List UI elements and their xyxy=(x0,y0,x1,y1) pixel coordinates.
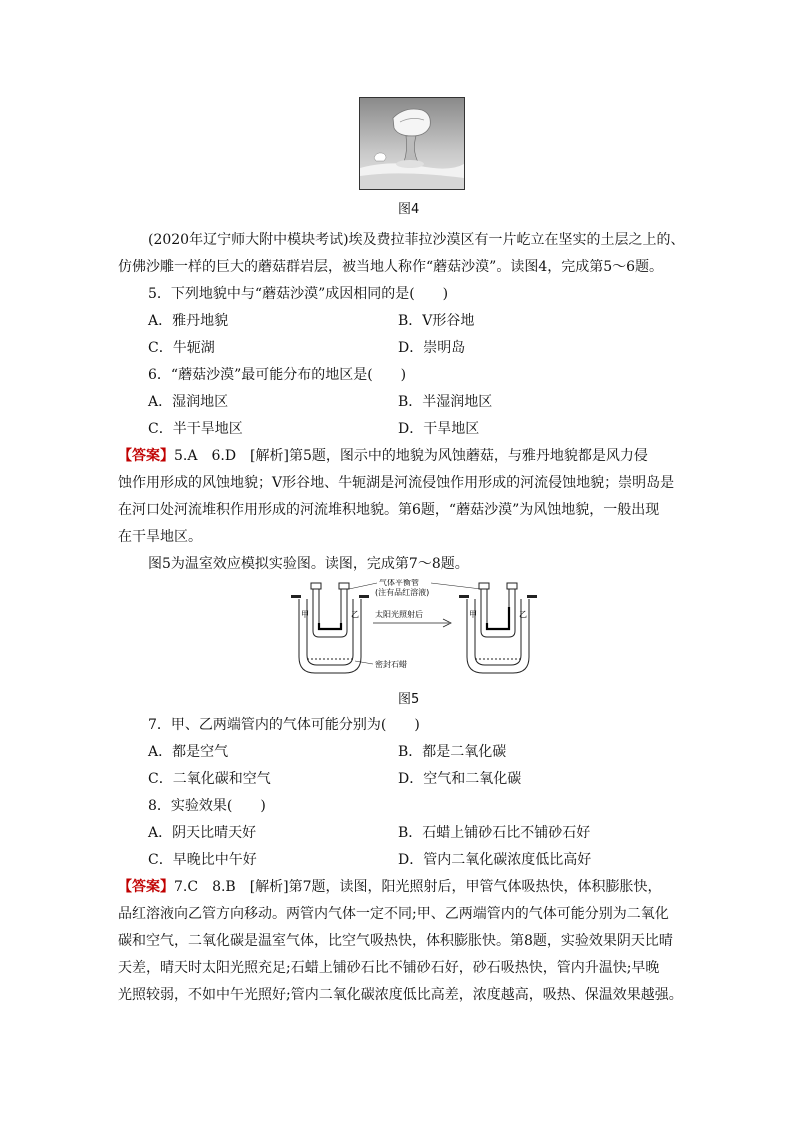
intro-line-2: 仿佛沙雕一样的巨大的蘑菇群岩层，被当地人称作“蘑菇沙漠”。读图4，完成第5～6题。 xyxy=(118,259,664,275)
answer-2-line-1 xyxy=(118,878,662,896)
greenhouse-experiment-diagram xyxy=(271,579,571,679)
question-8-option-d: D．管内二氧化碳浓度低比高好 xyxy=(398,852,592,868)
label-yi-left: 乙 xyxy=(351,610,359,619)
question-5-option-b: B．V形谷地 xyxy=(398,313,475,329)
answer-1-line-2: 蚀作用形成的风蚀地貌；V形谷地、牛轭湖是河流侵蚀作用形成的河流侵蚀地貌；崇明岛是 xyxy=(118,475,675,491)
answer-2-line-5: 光照较弱，不如中午光照好;管内二氧化碳浓度低比高差，浓度越高，吸热、保温效果越强。 xyxy=(118,987,683,1003)
mushroom-rock-photo xyxy=(359,97,465,190)
question-8-stem: 8．实验效果( ) xyxy=(148,798,266,814)
question-6-option-d: D．干旱地区 xyxy=(398,421,480,437)
answer-1-line-4: 在干旱地区。 xyxy=(118,529,202,545)
label-liquid: (注有品红溶液) xyxy=(375,588,430,597)
label-jia-right: 甲 xyxy=(469,610,477,619)
answer-tag: 【答案】 xyxy=(118,448,174,464)
answer-2-text: 7.C 8.B [解析]第7题，读图，阳光照射后，甲管气体吸热快，体积膨胀快， xyxy=(174,879,662,895)
question-6-stem: 6．“蘑菇沙漠”最可能分布的地区是( ) xyxy=(148,367,407,383)
label-jia-left: 甲 xyxy=(301,610,309,619)
question-6-option-a: A．湿润地区 xyxy=(148,394,229,410)
answer-1-text: 5.A 6.D [解析]第5题，图示中的地貌为风蚀蘑菇，与雅丹地貌都是风力侵 xyxy=(174,448,648,464)
question-7-option-a: A．都是空气 xyxy=(148,744,229,760)
label-wax: 密封石蜡 xyxy=(375,660,407,669)
question-5-option-d: D．崇明岛 xyxy=(398,340,466,356)
label-sunlight: 太阳光照射后 xyxy=(375,610,423,619)
label-balance-tube: 气体平衡管 xyxy=(379,579,419,587)
answer-2-line-3: 碳和空气，二氧化碳是温室气体，比空气吸热快，体积膨胀快。第8题，实验效果阴天比晴 xyxy=(118,933,673,949)
answer-2-line-4: 天差，晴天时太阳光照充足;石蜡上铺砂石比不铺砂石好，砂石吸热快，管内升温快;早晚 xyxy=(118,960,660,976)
question-7-option-c: C．二氧化碳和空气 xyxy=(148,771,271,787)
question-5-stem: 5．下列地貌中与“蘑菇沙漠”成因相同的是( ) xyxy=(148,286,449,302)
question-6-option-b: B．半湿润地区 xyxy=(398,394,493,410)
figure4-caption: 图4 xyxy=(398,202,420,217)
answer-1-line-1 xyxy=(118,447,648,465)
answer-tag: 【答案】 xyxy=(118,879,174,895)
question-7-option-d: D．空气和二氧化碳 xyxy=(398,771,522,787)
answer-2-line-2: 品红溶液向乙管方向移动。两管内气体一定不同;甲、乙两端管内的气体可能分别为二氧化 xyxy=(118,906,669,922)
question-7-option-b: B．都是二氧化碳 xyxy=(398,744,507,760)
question-8-option-b: B．石蜡上铺砂石比不铺砂石好 xyxy=(398,825,591,841)
intro-2: 图5为温室效应模拟实验图。读图，完成第7～8题。 xyxy=(148,556,469,572)
question-6-option-c: C．半干旱地区 xyxy=(148,421,243,437)
question-5-option-c: C．牛轭湖 xyxy=(148,340,215,356)
question-7-stem: 7．甲、乙两端管内的气体可能分别为( ) xyxy=(148,717,420,733)
intro-line-1: (2020年辽宁师大附中模块考试)埃及费拉菲拉沙漠区有一片屹立在坚实的土层之上的、 xyxy=(148,232,685,248)
question-5-option-a: A．雅丹地貌 xyxy=(148,313,229,329)
answer-1-line-3: 在河口处河流堆积作用形成的河流堆积地貌。第6题，“蘑菇沙漠”为风蚀地貌，一般出现 xyxy=(118,502,660,518)
question-8-option-c: C．早晚比中午好 xyxy=(148,852,257,868)
label-yi-right: 乙 xyxy=(519,610,527,619)
figure5-caption: 图5 xyxy=(398,692,420,707)
question-8-option-a: A．阴天比晴天好 xyxy=(148,825,257,841)
